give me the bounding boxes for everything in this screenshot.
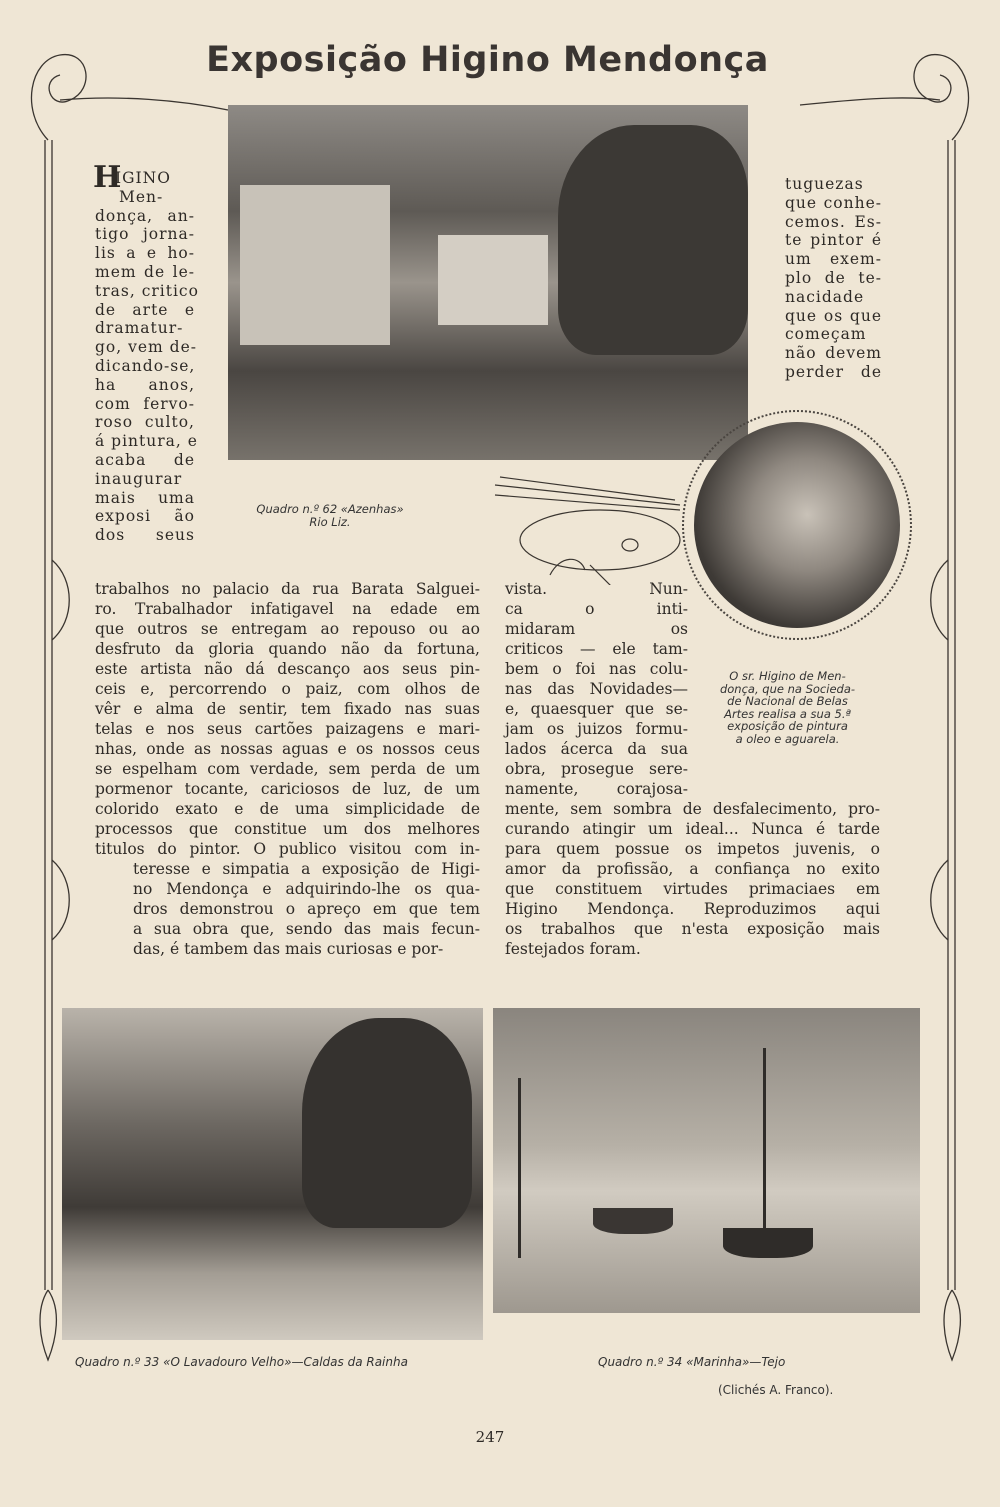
text-line: roso culto, xyxy=(95,413,195,432)
text-column-middle xyxy=(505,799,880,959)
caption-line: Rio Liz. xyxy=(309,514,351,529)
caption-line: Quadro n.º 62 «Azenhas» xyxy=(256,502,404,516)
page-title: Exposição Higino Mendonça xyxy=(206,40,769,80)
text-line: dicando-se, xyxy=(95,356,196,375)
text-line: criticos — ele tam- xyxy=(505,640,688,658)
painting-azenhas xyxy=(228,105,748,460)
text-line: ca o inti- xyxy=(505,600,688,618)
text-line: tigo jorna- xyxy=(95,225,195,244)
text-line: inaugurar xyxy=(95,469,183,488)
text-line: plo de te- xyxy=(785,268,882,287)
text-line: ro. Trabalhador infatigavel na edade em xyxy=(95,600,480,618)
text-line: mem de le- xyxy=(95,262,195,281)
text-line: vista. Nun- xyxy=(505,580,688,598)
text-line: de arte e xyxy=(95,300,195,319)
painting-marinha xyxy=(493,1008,920,1313)
caption-line: exposição de pintura xyxy=(727,719,848,733)
photo-credits: (Clichés A. Franco). xyxy=(718,1383,834,1397)
text-line: tuguezas xyxy=(785,175,864,193)
portrait-photo xyxy=(694,422,900,628)
text-column-left-narrow xyxy=(93,160,199,545)
text-line: começam xyxy=(785,325,867,344)
text-line: para quem possue os impetos juvenis, o xyxy=(505,840,880,858)
text-line: nhas, onde as nossas aguas e os nossos ceus xyxy=(95,740,480,758)
text-line: colorido exato e de uma simplicidade de xyxy=(95,800,480,818)
text-column-middle-narrow xyxy=(505,579,688,799)
text-line: titulos do pintor. O publico visitou com in- xyxy=(95,840,480,858)
caption-marinha: Quadro n.º 34 «Marinha»—Tejo xyxy=(598,1355,786,1369)
text-line: que outros se entregam ao repouso ou ao xyxy=(95,620,480,638)
text-line: este artista não dá descanço aos seus pin- xyxy=(95,660,480,678)
text-line: a sua obra que, sendo das mais fecun- xyxy=(133,920,480,938)
mill-building xyxy=(240,185,390,345)
text-line: te pintor é xyxy=(785,231,882,250)
caption-azenhas xyxy=(230,503,430,528)
text-line: vêr e alma de sentir, tem fixado nas suas xyxy=(95,700,480,718)
text-column-right-narrow xyxy=(785,175,882,382)
text-column-left xyxy=(95,579,480,859)
caption-line: donça, que na Socieda- xyxy=(719,681,856,696)
text-line: IGINO xyxy=(115,169,171,187)
caption-line: Artes realisa a sua 5.ª xyxy=(724,706,851,721)
text-line: processos que constitue um dos melhores xyxy=(95,820,480,838)
trees xyxy=(558,125,748,355)
mill-building-2 xyxy=(438,235,548,325)
text-line: um exem- xyxy=(785,250,882,269)
text-line: que conhe- xyxy=(785,193,882,212)
text-line: mais uma xyxy=(95,488,195,507)
text-line: obra, prosegue sere- xyxy=(505,760,688,778)
text-line: se espelham com verdade, sem perda de um xyxy=(95,760,480,778)
painting-lavadouro-velho xyxy=(62,1008,483,1340)
mast xyxy=(763,1048,766,1233)
palette-brushes-icon xyxy=(490,455,690,585)
text-line: amor da profissão, a confiança no exito xyxy=(505,860,880,878)
text-line: nas das Novidades— xyxy=(505,680,688,698)
text-line: festejados foram. xyxy=(505,940,641,958)
portrait-medallion xyxy=(682,410,912,640)
boat xyxy=(723,1228,813,1258)
text-line: exposi ão xyxy=(95,507,195,526)
text-line: acaba de xyxy=(95,450,195,469)
text-line: ha anos, xyxy=(95,375,195,394)
text-line: pormenor tocante, cariciosos de luz, de um xyxy=(95,780,480,798)
text-line: Men- xyxy=(119,187,164,206)
trees xyxy=(302,1018,472,1228)
text-line: que constituem virtudes primaciaes em xyxy=(505,880,880,898)
text-line: Higino Mendonça. Reproduzimos aqui xyxy=(505,900,880,918)
text-line: telas e nos seus cartões paizagens e mari- xyxy=(95,720,480,738)
text-line: perder de xyxy=(785,362,882,381)
caption-line: O sr. Higino de Men- xyxy=(729,669,846,683)
text-line: á pintura, e xyxy=(95,432,198,451)
text-line: dos seus xyxy=(95,526,195,545)
text-line: lados ácerca da sua xyxy=(505,740,688,758)
text-line: bem o foi nas colu- xyxy=(505,660,688,678)
caption-line: a oleo e aguarela. xyxy=(735,731,840,746)
text-column-left-indented xyxy=(133,859,480,959)
text-line: tras, critico xyxy=(95,281,199,300)
text-line: nacidade xyxy=(785,287,865,306)
text-line: teresse e simpatia a exposição de Higi- xyxy=(133,860,480,878)
text-line: os trabalhos que n'esta exposição mais xyxy=(505,920,880,938)
text-line: go, vem de- xyxy=(95,338,197,357)
text-line: que os que xyxy=(785,306,882,325)
text-line: das, é tambem das mais curiosas e por- xyxy=(133,940,444,958)
drop-cap: H xyxy=(93,160,122,195)
text-line: donça, an- xyxy=(95,206,195,225)
text-line: dros demonstrou o apreço em que tem xyxy=(133,900,480,918)
text-line: cemos. Es- xyxy=(785,212,882,231)
caption-lavadouro: Quadro n.º 33 «O Lavadouro Velho»—Caldas da Rainha xyxy=(75,1355,408,1369)
text-line: jam os juizos formu- xyxy=(505,720,688,738)
text-line: midaram os xyxy=(505,620,688,638)
caption-line: de Nacional de Belas xyxy=(727,694,848,708)
text-line: com fervo- xyxy=(95,394,195,413)
caption-portrait xyxy=(700,670,875,745)
text-line: desfruto da gloria quando não da fortuna, xyxy=(95,640,480,658)
text-line: namente, corajosa- xyxy=(505,780,688,798)
text-line: mente, sem sombra de desfalecimento, pro- xyxy=(505,800,880,818)
mast xyxy=(518,1078,521,1258)
boat xyxy=(593,1208,673,1234)
text-line: dramatur- xyxy=(95,319,184,338)
text-line: e, quaesquer que se- xyxy=(505,700,688,718)
text-line: não devem xyxy=(785,344,882,363)
text-line: ceis e, percorrendo o paiz, com olhos de xyxy=(95,680,480,698)
page-number: 247 xyxy=(475,1428,505,1446)
text-line: curando atingir um ideal... Nunca é tarde xyxy=(505,820,880,838)
text-line: lis a e ho- xyxy=(95,244,195,263)
text-line: no Mendonça e adquirindo-lhe os qua- xyxy=(133,880,480,898)
text-line: trabalhos no palacio da rua Barata Salguei- xyxy=(95,580,480,598)
